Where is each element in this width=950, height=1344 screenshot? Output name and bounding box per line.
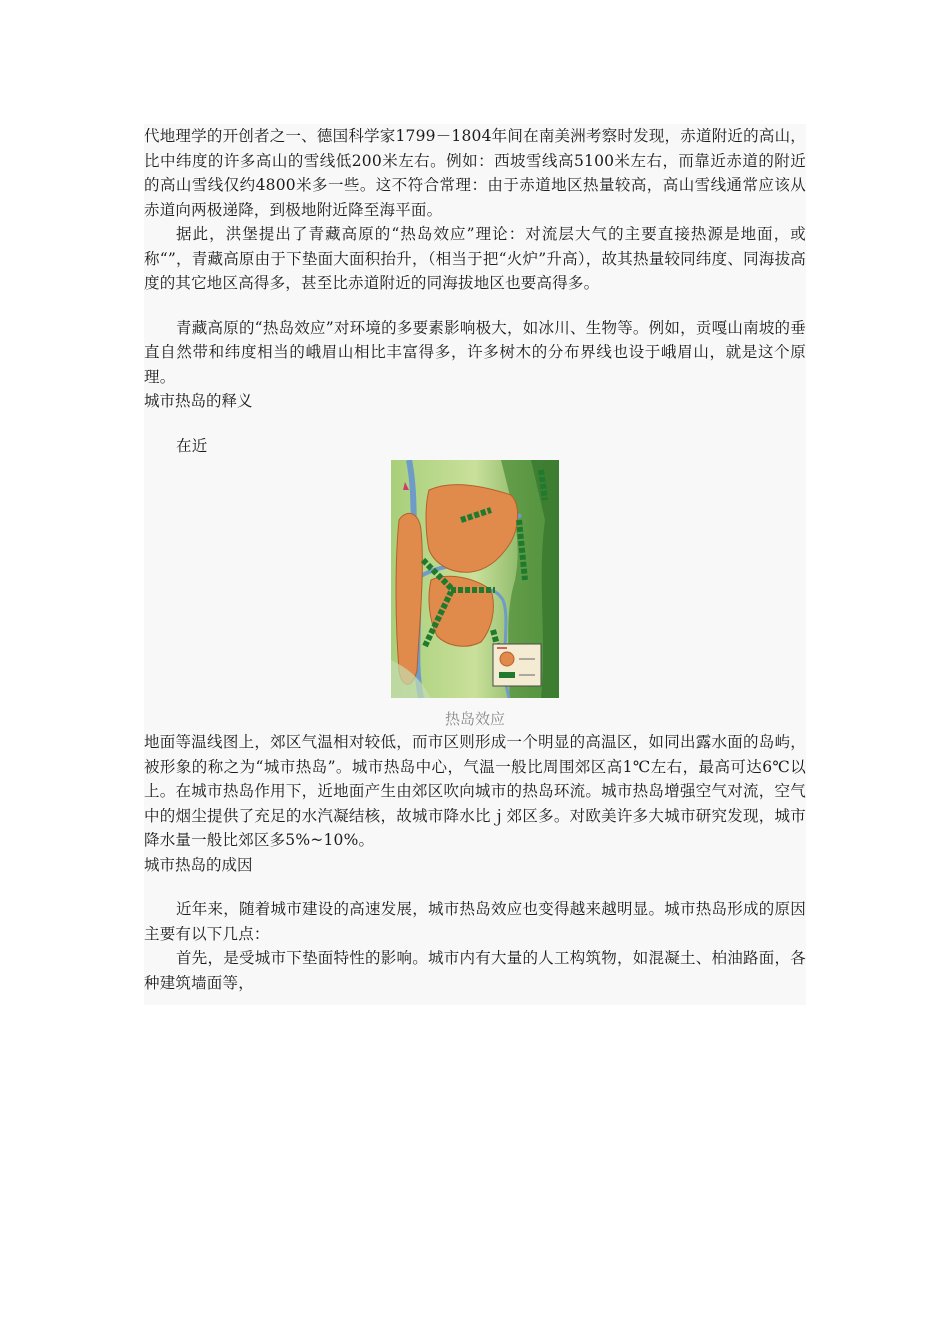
paragraph-plateau-effects: 青藏高原的“热岛效应”对环境的多要素影响极大，如冰川、生物等。例如，贡嘎山南坡的垂直自然带和纬度相当的峨眉山相比丰富得多，许多树木的分布界线也设于峨眉山，就是这个原理。 (144, 318, 806, 386)
paragraph-urban-heat-island: 地面等温线图上，郊区气温相对较低，而市区则形成一个明显的高温区，如同出露水面的岛屿，被形象的称之为“城市热岛”。城市热岛中心，气温一般比周围郊区高1℃左右，最高可达6℃以上。在城市热岛作用下，近地面产生由郊区吹向城市的热岛环流。城市热岛增强空气对流，空气中的烟尘提供了充足的水汽凝结核，故城市降水比ｊ郊区多。对欧美许多大城市研究发现，城市降水量一般比郊区多5%~10%。 (144, 733, 806, 849)
document-body (144, 124, 806, 1005)
paragraph-cause-surface: 首先，是受城市下垫面特性的影响。城市内有大量的人工构筑物，如混凝土、柏油路面，各种建筑墙面等， (144, 949, 806, 992)
figure-caption: 热岛效应 (444, 710, 505, 728)
paragraph-heat-island-theory: 据此，洪堡提出了青藏高原的“热岛效应”理论：对流层大气的主要直接热源是地面，或称“”，青藏高原由于下垫面大面积抬升，（相当于把“火炉”升高），故其热量较同纬度、同海拔高度的其它地区高得多，甚至比赤道附近的同海拔地区也要高得多。 (144, 225, 806, 292)
figure-heat-island-map (144, 460, 806, 730)
section-heading-definition: 城市热岛的释义 (144, 392, 253, 410)
heat-island-map-image (391, 460, 559, 698)
paragraph-intro-fragment: 在近 (176, 436, 208, 455)
section-heading-causes: 城市热岛的成因 (144, 855, 253, 874)
paragraph-causes-intro: 近年来，随着城市建设的高速发展，城市热岛效应也变得越来越明显。城市热岛形成的原因主要有以下几点： (144, 900, 806, 943)
paragraph-humboldt-snowline: 代地理学的开创者之一、德国科学家1799－1804年间在南美洲考察时发现，赤道附近的高山，比中纬度的许多高山的雪线低200米左右。例如：西坡雪线高5100米左右，而靠近赤道的附近的高山雪线仅约4800米多一些。这不符合常理：由于赤道地区热量较高，高山雪线通常应该从赤道向两极递降，到极地附近降至海平面。 (144, 127, 806, 219)
